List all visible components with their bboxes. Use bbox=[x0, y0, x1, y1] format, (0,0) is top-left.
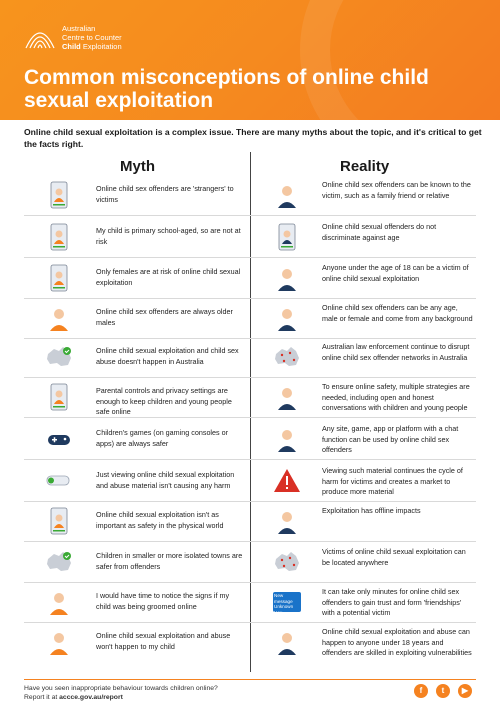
myth-text: Online child sexual exploitation and abuse won't happen to my child bbox=[96, 631, 231, 651]
msg-from: Unknown bbox=[274, 604, 294, 610]
family-icon bbox=[272, 180, 302, 210]
myth-text: Children in smaller or more isolated towns are safer from offenders bbox=[96, 551, 243, 571]
reality-text: Online child sexual offenders do not discriminate against age bbox=[322, 222, 437, 242]
conversation-icon bbox=[272, 382, 302, 412]
row-divider bbox=[24, 215, 476, 216]
group-children-icon bbox=[272, 627, 302, 657]
reality-text: Exploitation has offline impacts bbox=[322, 506, 421, 515]
reality-text: Viewing such material continues the cycle of harm for victims and creates a market to produce more material bbox=[322, 466, 463, 496]
twitter-icon[interactable]: t bbox=[436, 684, 450, 698]
accce-logo-icon bbox=[22, 22, 58, 52]
australia-dots-icon bbox=[272, 547, 302, 577]
myth-text: Children's games (on gaming consoles or apps) are always safer bbox=[96, 428, 229, 448]
myth-text: Online child sexual exploitation and child sex abuse doesn't happen in Australia bbox=[96, 346, 239, 366]
youtube-icon[interactable]: ▶ bbox=[458, 684, 472, 698]
page-title: Common misconceptions of online child sexual exploitation bbox=[24, 66, 429, 112]
mixed-age-screen-icon bbox=[272, 222, 302, 252]
column-divider bbox=[250, 152, 251, 672]
reality-text: Online child sexual exploitation and abuse can happen to anyone under 18 years and offenders are skilled in exploiting vulnerabilities bbox=[322, 627, 472, 657]
australia-check-icon bbox=[44, 342, 74, 372]
myth-heading: Myth bbox=[120, 158, 155, 175]
myth-text: Online child sexual exploitation isn't as important as safety in the physical world bbox=[96, 510, 224, 530]
logo-text: Australian Centre to Counter Child Exploitation bbox=[62, 24, 122, 51]
reality-text: Online child sex offenders can be known to the victim, such as a family friend or relative bbox=[322, 180, 471, 200]
reality-text: Any site, game, app or platform with a chat function can be used by online child sex offenders bbox=[322, 424, 459, 454]
reality-text: Anyone under the age of 18 can be a victim of online child sexual exploitation bbox=[322, 263, 469, 283]
footer-divider bbox=[24, 679, 476, 680]
new-message-icon bbox=[272, 587, 302, 617]
row-divider bbox=[24, 541, 476, 542]
child-check-icon bbox=[44, 627, 74, 657]
msg-body: Hey bbox=[274, 609, 283, 615]
myth-text: Online child sex offenders are always older males bbox=[96, 307, 233, 327]
headset-icon bbox=[272, 424, 302, 454]
myth-text: Only females are at risk of online child sexual exploitation bbox=[96, 267, 241, 287]
report-link[interactable]: accce.gov.au/report bbox=[59, 694, 123, 701]
older-male-icon bbox=[44, 303, 74, 333]
diverse-people-icon bbox=[272, 303, 302, 333]
reality-text: Online child sex offenders can be any age, male or female and come from any background bbox=[322, 303, 473, 323]
phone-hand-icon bbox=[44, 506, 74, 536]
australia-network-icon bbox=[272, 342, 302, 372]
row-divider bbox=[24, 622, 476, 623]
reality-text: Victims of online child sexual exploitation can be located anywhere bbox=[322, 547, 466, 567]
children-alerts-icon bbox=[272, 263, 302, 293]
row-divider bbox=[24, 298, 476, 299]
row-divider bbox=[24, 338, 476, 339]
row-divider bbox=[24, 582, 476, 583]
myth-text: Online child sex offenders are 'strangers' to victims bbox=[96, 184, 234, 204]
girl-screen-icon bbox=[44, 263, 74, 293]
phone-settings-icon bbox=[44, 382, 74, 412]
gamepad-icon bbox=[44, 424, 74, 454]
row-divider bbox=[24, 501, 476, 502]
reality-text: Australian law enforcement continue to disrupt online child sex offender networks in Australia bbox=[322, 342, 470, 362]
reality-heading: Reality bbox=[340, 158, 390, 175]
footer-text: Have you seen inappropriate behaviour towards children online? Report it at accce.gov.au/report bbox=[24, 685, 218, 701]
phone-stranger-icon bbox=[44, 180, 74, 210]
cursor-check-icon bbox=[44, 466, 74, 496]
distressed-child-icon bbox=[272, 506, 302, 536]
row-divider bbox=[24, 417, 476, 418]
warning-icon bbox=[272, 466, 302, 496]
row-divider bbox=[24, 377, 476, 378]
child-screen-icon bbox=[44, 222, 74, 252]
town-check-icon bbox=[44, 547, 74, 577]
reality-text: It can take only minutes for online child sex offenders to gain trust and form 'friendships' with a potential victim bbox=[322, 587, 462, 617]
parent-child-icon bbox=[44, 587, 74, 617]
myth-text: Just viewing online child sexual exploitation and abuse material isn't causing any harm bbox=[96, 470, 235, 490]
facebook-icon[interactable]: f bbox=[414, 684, 428, 698]
intro-text: Online child sexual exploitation is a complex issue. There are many myths about the topic, and it's critical to get the facts right. bbox=[24, 127, 482, 149]
reality-text: To ensure online safety, multiple strategies are needed, including open and honest conversations with children and young people bbox=[322, 382, 470, 412]
header-banner bbox=[0, 0, 500, 120]
myth-text: My child is primary school-aged, so are not at risk bbox=[96, 226, 241, 246]
myth-text: I would have time to notice the signs if my child was being groomed online bbox=[96, 591, 230, 611]
row-divider bbox=[24, 459, 476, 460]
myth-text: Parental controls and privacy settings are enough to keep children and young people safe online bbox=[96, 386, 232, 416]
row-divider bbox=[24, 257, 476, 258]
new-message-label bbox=[274, 593, 302, 615]
msg-title: New message bbox=[274, 593, 293, 604]
